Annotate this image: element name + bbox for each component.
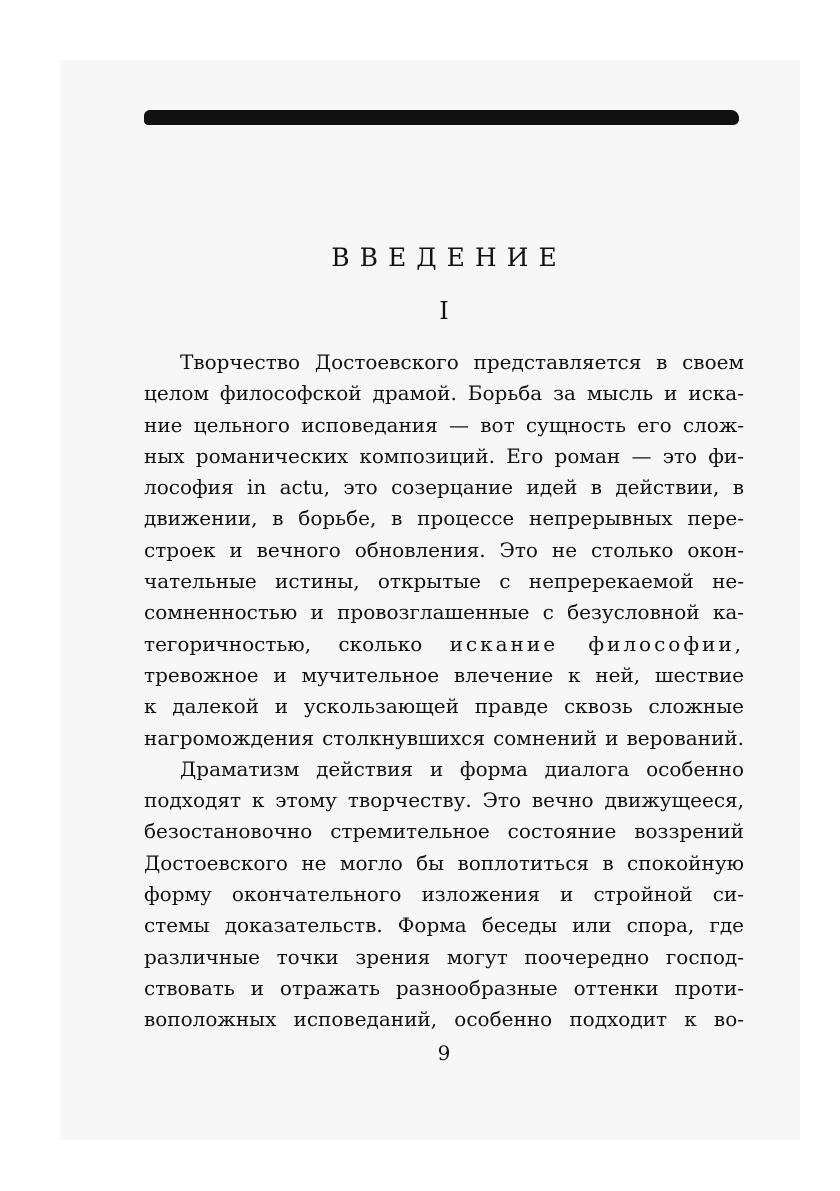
chapter-ornament-rule [144,110,739,125]
text-line: форму окончательного изложения и стройной си- [144,882,744,907]
text-line: стемы доказательств. Форма беседы или спора, где [144,913,744,938]
text-line: движении, в борьбе, в процессе непрерывных пере- [144,506,744,531]
text-line: лософия in actu, это созерцание идей в действии, в [144,475,744,500]
text-line: целом философской драмой. Борьба за мысль и иска- [144,381,744,406]
text-line-with-emphasis [144,629,744,660]
text-line: воположных исповеданий, особенно подходит к во- [144,1007,744,1032]
text-line: ствовать и отражать разнообразные оттенки проти- [144,975,744,1000]
text-line: сомненностью и провозглашенные с безусловной ка- [144,600,744,625]
text-line: строек и вечного обновления. Это не столько окон- [144,537,744,562]
text-line: различные точки зрения могут поочередно господ- [144,944,744,969]
text-line: Драматизм действия и форма диалога особенно [180,756,744,781]
chapter-title: ВВЕДЕНИЕ [331,243,567,272]
page-number: 9 [437,1041,451,1065]
text-line: ных романических композиций. Его роман — это фи- [144,443,744,468]
text-line: ние цельного исповедания — вот сущность его слож- [144,412,744,437]
text-line: чательные истины, открытые с непререкаемой не- [144,569,744,594]
book-page [144,0,744,1191]
text-line: Достоевского не могло бы воплотиться в спокойную [144,850,744,875]
text-line: Творчество Достоевского представляется в своем [180,350,744,374]
text-line: к далекой и ускользающей правде сквозь сложные [144,694,744,719]
section-number: I [439,297,449,325]
text-fragment: тегоричностью, сколько [144,631,423,656]
text-line: нагромождения столкнувшихся сомнений и верований. [144,725,744,750]
text-line: подходят к этому творчеству. Это вечно движущееся, [144,788,744,813]
text-line: безостановочно стремительное состояние воззрений [144,819,744,844]
emphasized-phrase: искание философии, [449,631,745,656]
body-text [144,347,744,1036]
text-line: тревожное и мучительное влечение к ней, шествие [144,662,744,687]
